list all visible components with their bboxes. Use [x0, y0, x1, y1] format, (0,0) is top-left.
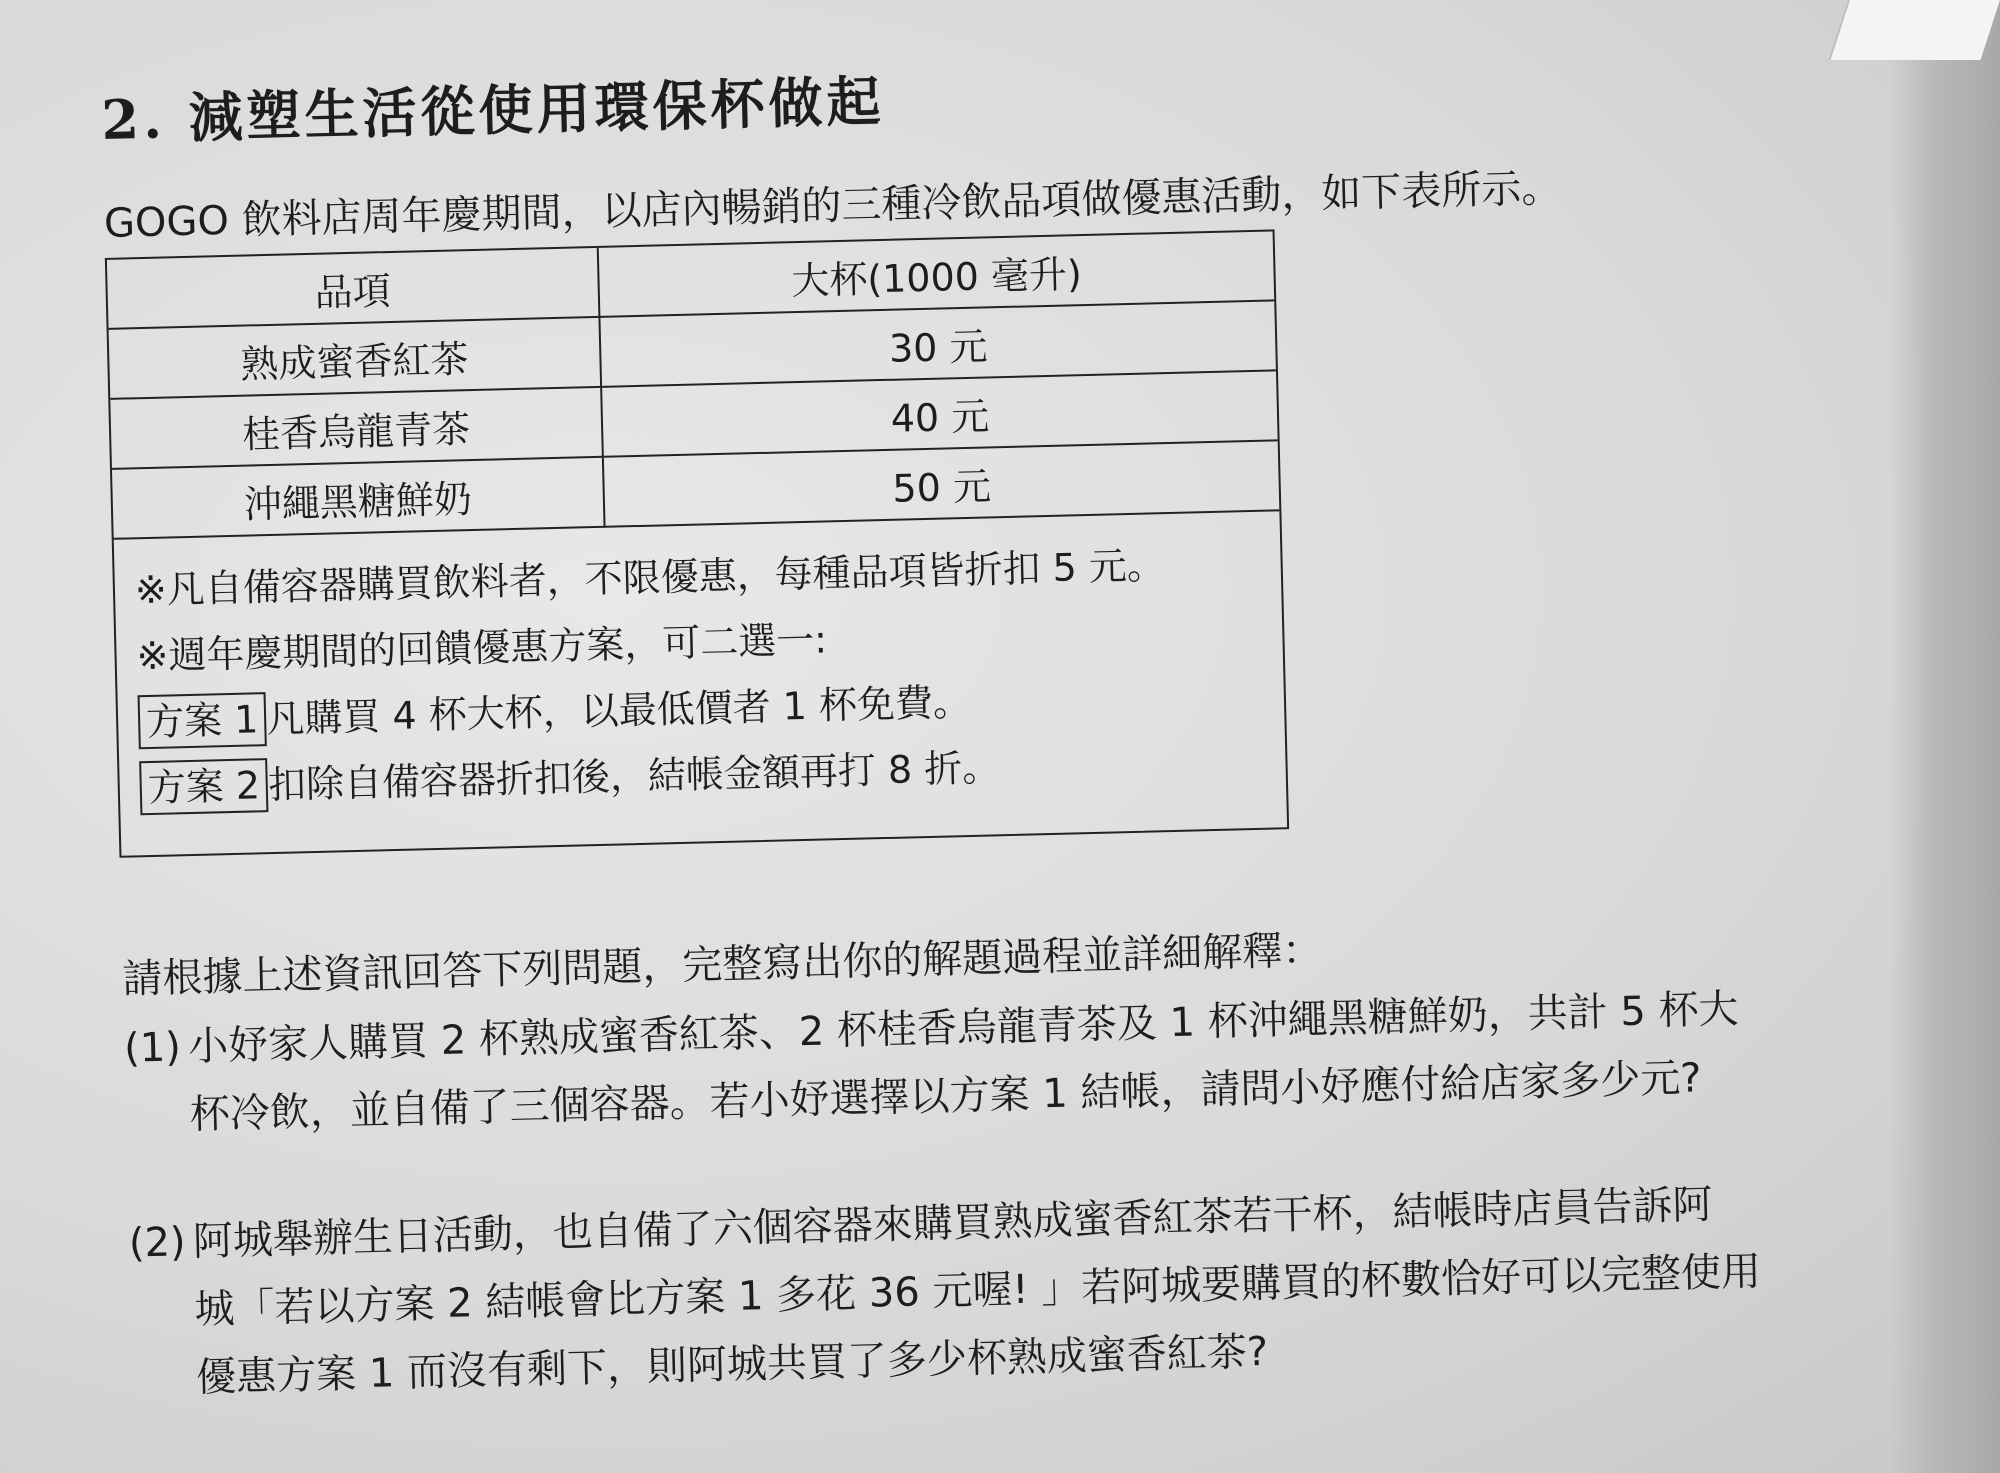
question-number: (1): [123, 1024, 182, 1072]
plan-1-label: 方案 1: [138, 692, 268, 749]
note-container-discount: ※凡自備容器購買飲料者，不限優惠，每種品項皆折扣 5 元。: [134, 543, 1166, 613]
cell-item: 熟成蜜香紅茶: [109, 317, 602, 399]
cell-item: 沖繩黑糖鮮奶: [112, 457, 605, 539]
note-plan-choice: ※週年慶期間的回饋優惠方案，可二選一:: [136, 617, 828, 679]
problem-title: 2. 減塑生活從使用環保杯做起: [100, 68, 886, 152]
question-number: (2): [128, 1219, 187, 1267]
question-line: 杯冷飲，並自備了三個容器。若小妤選擇以方案 1 結帳，請問小妤應付給店家多少元?: [189, 1055, 1703, 1139]
plan-2-label: 方案 2: [139, 758, 269, 815]
problem-intro: GOGO 飲料店周年慶期間，以店內暢銷的三種冷飲品項做優惠活動，如下表所示。: [103, 165, 1562, 247]
cell-price: 50 元: [603, 440, 1280, 526]
cell-item: 桂香烏龍青茶: [110, 387, 603, 469]
plan-2-text: 扣除自備容器折扣後，結帳金額再打 8 折。: [267, 745, 1001, 808]
question-2: [128, 1170, 1763, 1414]
question-line: 城「若以方案 2 結帳會比方案 1 多花 36 元喔! 」若阿城要購買的杯數恰好可以完整使用: [194, 1248, 1762, 1334]
promotion-notes: [134, 532, 1170, 821]
question-1: [123, 975, 1741, 1150]
instruction: 請根據上述資訊回答下列問題，完整寫出你的解題過程並詳細解釋：: [121, 927, 1323, 1003]
header-price: 大杯(1000 毫升): [598, 231, 1274, 316]
cell-price: 40 元: [601, 370, 1278, 456]
price-table: [107, 231, 1279, 539]
question-line: 阿城舉辦生日活動，也自備了六個容器來購買熟成蜜香紅茶若干杯，結帳時店員告訴阿: [192, 1181, 1714, 1266]
worksheet: [100, 17, 1914, 1460]
promotion-box: [105, 229, 1289, 857]
header-item: 品項: [107, 248, 600, 329]
plan-1-text: 凡購買 4 杯大杯，以最低價者 1 杯免費。: [265, 679, 972, 742]
question-line: 優惠方案 1 而沒有剩下，則阿城共買了多少杯熟成蜜香紅茶?: [195, 1328, 1269, 1402]
question-line: 小妤家人購買 2 杯熟成蜜香紅茶、2 杯桂香烏龍青茶及 1 杯沖繩黑糖鮮奶，共計 5 杯大: [187, 986, 1740, 1071]
cell-price: 30 元: [599, 300, 1276, 386]
